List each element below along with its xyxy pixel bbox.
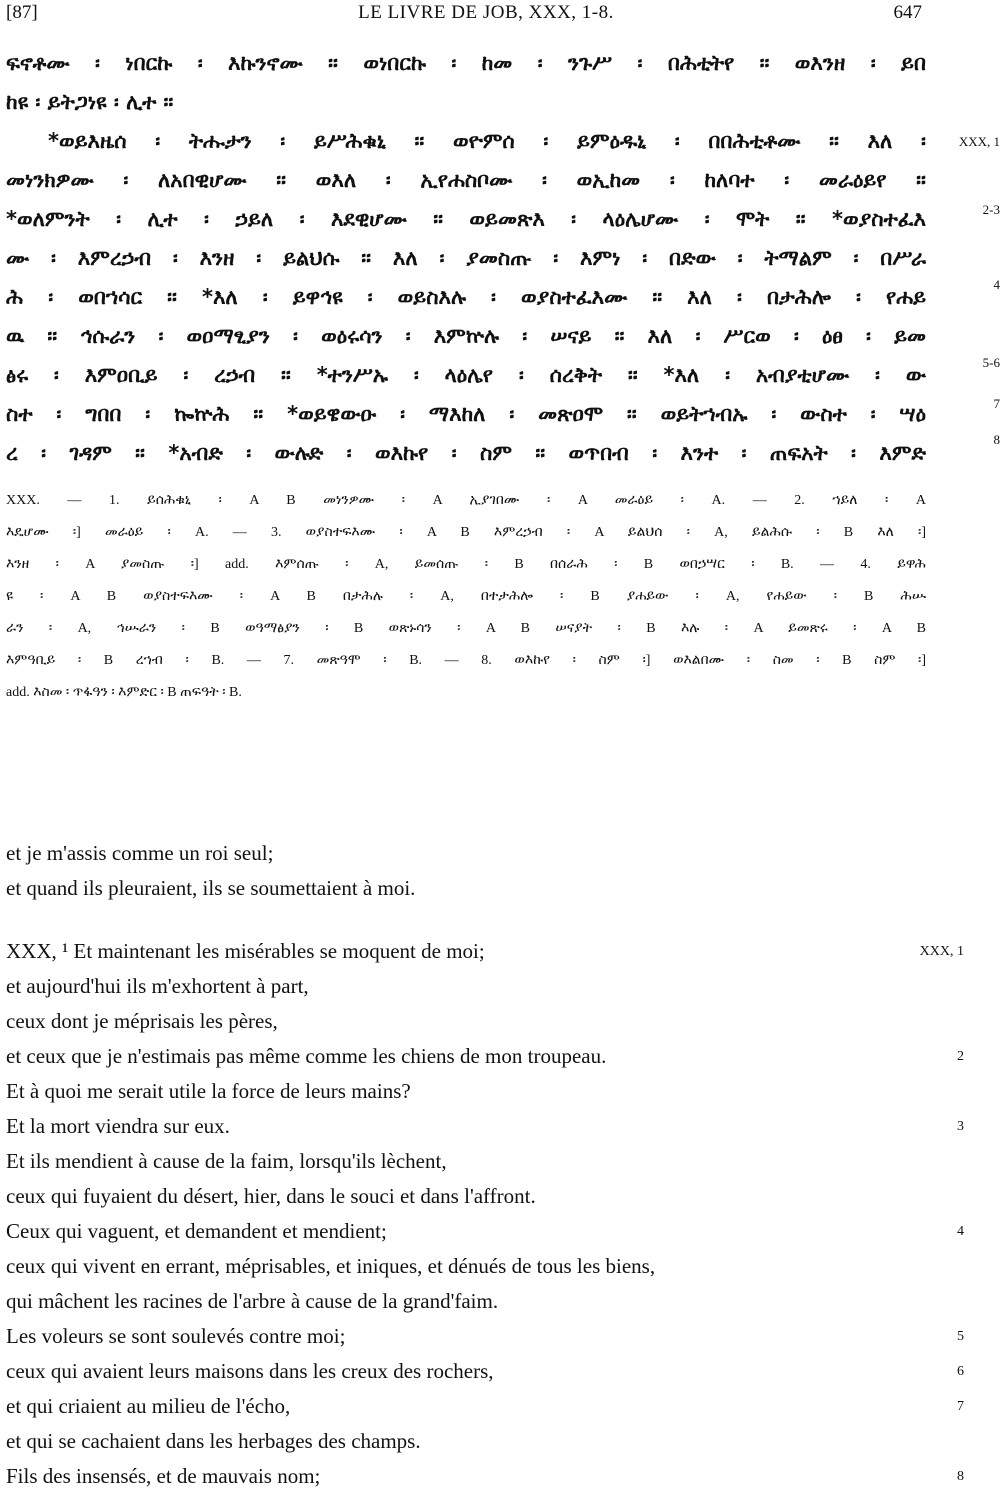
critical-apparatus — [6, 485, 926, 709]
translation-text: Et ils mendient à cause de la faim, lorsqu'ils lèchent, — [6, 1149, 447, 1173]
ethiopic-line: ስተ ፡ ግበበ ፡ ኰኵሕ ። *ወይዌውዑ ፡ ማእከለ ፡ መጽዐሞ ። ወይትኀብኡ ፡ ውስተ ፡ ሣዕ — [6, 402, 926, 426]
ethiopic-text-block — [6, 44, 926, 473]
translation-line — [6, 1144, 996, 1179]
translation-line — [6, 969, 996, 1004]
ethiopic-line: ከዩ ፡ ይትጋነዩ ፡ ሊተ ። — [6, 90, 174, 114]
apparatus-line: ዩ ፡ A B ወያስተፍእሙ ፡ A B በታሕሉ ፡ A, በተታሕሎ ፡ B ያሐይው ፡ A, የሐይው ፡ B ሕሡ — [6, 589, 926, 604]
verse-number: 8 — [993, 432, 1000, 447]
verse-number: 4 — [993, 277, 1000, 292]
page-bracket-number: [87] — [6, 2, 38, 23]
translation-text: ceux dont je méprisais les pères, — [6, 1009, 278, 1033]
translation-line — [6, 1214, 996, 1249]
ethiopic-line: መነንክዎሙ ፡ ለአበዊሆሙ ። ወእለ ፡ ኢየሐስቦሙ ፡ ወኢከመ ፡ ከለባተ ፡ መራዕይየ ። — [6, 168, 926, 192]
verse-number: 5-6 — [982, 355, 1000, 370]
page-title: LE LIVRE DE JOB, XXX, 1-8. — [358, 2, 614, 23]
translation-line — [6, 1249, 996, 1284]
translation-text: et qui se cachaient dans les herbages des champs. — [6, 1429, 421, 1453]
translation-line — [6, 1424, 996, 1459]
translation-line — [6, 1389, 996, 1424]
ethiopic-line: ፍኖቶሙ ፡ ነበርኩ ፡ እኩንኖሙ ። ወነበርኩ ፡ ከመ ፡ ንጉሥ ፡ በሕቲትየ ። ወእንዘ ፡ ይበ — [6, 51, 926, 75]
running-head — [6, 0, 966, 26]
french-translation — [6, 836, 996, 1494]
translation-text: ceux qui vivent en errant, méprisables, et iniques, et dénués de tous les biens, — [6, 1254, 656, 1278]
apparatus-line: add. እስመ ፡ ጥፋዓን ፡ እምድር ፡ B ጠፍዓት ፡ B. — [6, 685, 242, 700]
verse-number: 3 — [957, 1119, 964, 1134]
apparatus-line: እዴሆሙ ፡] መራዕይ ፡ A. — 3. ወያስተፍእሙ ፡ A B እምረኃብ ፡ A ይልህሰ ፡ A, ይልሕሱ ፡ B እለ ፡] — [6, 525, 926, 540]
translation-text: ceux qui fuyaient du désert, hier, dans le souci et dans l'affront. — [6, 1184, 536, 1208]
translation-line — [6, 1284, 996, 1319]
verse-number: 7 — [957, 1399, 964, 1414]
translation-line — [6, 1004, 996, 1039]
translation-line — [6, 934, 996, 969]
ethiopic-line: ሙ ፡ እምረኃብ ፡ እንዘ ፡ ይልህሱ ። እለ ፡ ያመስጡ ፡ እምነ ፡ በድው ፡ ትማልም ፡ በሥራ — [6, 246, 926, 270]
translation-line — [6, 1354, 996, 1389]
apparatus-line: ራን ፡ A, ኅሡራን ፡ B ወዓማፅያን ፡ B ወጽኑሳን ፡ A B ሠናያት ፡ B እሉ ፡ A ይመጽሩ ፡ A B — [6, 621, 926, 636]
verse-number: 8 — [957, 1469, 964, 1484]
verse-number: XXX, 1 — [919, 944, 964, 959]
stanza-gap — [6, 906, 996, 934]
ethiopic-line: ሕ ፡ ወበኀሳር ። *እለ ፡ ይዋኅዩ ፡ ወይስእሉ ፡ ወያስተፈእሙ ። እለ ፡ በታሕሎ ፡ የሐይ — [6, 285, 926, 309]
translation-text: Fils des insensés, et de mauvais nom; — [6, 1464, 321, 1488]
translation-text: Ceux qui vaguent, et demandent et mendient; — [6, 1219, 387, 1243]
translation-line — [6, 871, 996, 906]
page-number: 647 — [893, 2, 922, 23]
translation-line — [6, 1459, 996, 1494]
translation-text: Les voleurs se sont soulevés contre moi; — [6, 1324, 346, 1348]
verse-number: XXX, 1 — [958, 134, 1000, 149]
translation-text: qui mâchent les racines de l'arbre à cause de la grand'faim. — [6, 1289, 499, 1313]
translation-text: et aujourd'hui ils m'exhortent à part, — [6, 974, 309, 998]
ethiopic-line: *ወይእዜሰ ፡ ትሑታን ፡ ይሥሕቁኒ ። ወዮምሰ ፡ ይምዕዱኒ ፡ በበሕቲቶሙ ። እለ ፡ — [48, 129, 926, 153]
verse-number: 4 — [957, 1224, 964, 1239]
translation-line — [6, 1074, 996, 1109]
translation-text: et qui criaient au milieu de l'écho, — [6, 1394, 291, 1418]
verse-number: 2 — [957, 1049, 964, 1064]
translation-text: et quand ils pleuraient, ils se soumettaient à moi. — [6, 876, 416, 900]
translation-line — [6, 836, 996, 871]
translation-text: et ceux que je n'estimais pas même comme les chiens de mon troupeau. — [6, 1044, 607, 1068]
translation-line — [6, 1179, 996, 1214]
ethiopic-line: ዉ ። ኅሱራን ፡ ወዐማፂያን ፡ ወዕሩሳን ፡ እምኵሉ ፡ ሠናይ ። እለ ፡ ሥርወ ፡ ዕፀ ፡ ይመ — [6, 324, 926, 348]
translation-text: Et la mort viendra sur eux. — [6, 1114, 230, 1138]
ethiopic-line: ረ ፡ ገዳም ። *አብድ ፡ ውሉድ ፡ ወእኩየ ፡ ስም ። ወጥበብ ፡ እንተ ፡ ጠፍአት ፡ እምድ — [6, 441, 926, 465]
verse-number: 5 — [957, 1329, 964, 1344]
translation-line — [6, 1039, 996, 1074]
ethiopic-line: ፅሩ ፡ እምዐቢይ ፡ ረኃብ ። *ተንሥኡ ፡ ላዕሌየ ፡ ሰረቅት ። *እለ ፡ አብያቲሆሙ ፡ ው — [6, 363, 926, 387]
translation-text: Et à quoi me serait utile la force de leurs mains? — [6, 1079, 411, 1103]
apparatus-line: XXX. — 1. ይሰሕቁኒ ፡ A B መነንዎሙ ፡ A ኢያገበሙ ፡ A መራዕይ ፡ A. — 2. ኀይለ ፡ A — [6, 493, 926, 508]
translation-text: XXX, ¹ Et maintenant les misérables se moquent de moi; — [6, 939, 485, 963]
apparatus-line: እምዓቢይ ፡ B ረኀብ ፡ B. — 7. መጽዓሞ ፡ B. — 8. ወእኩየ ፡ ስም ፡] ወእልበሙ ፡ ስመ ፡ B ስም ፡] — [6, 653, 926, 668]
translation-text: ceux qui avaient leurs maisons dans les creux des rochers, — [6, 1359, 494, 1383]
ethiopic-line: *ወለምንት ፡ ሊተ ፡ ኃይለ ፡ እደዊሆሙ ። ወይመጽእ ፡ ላዕሌሆሙ ፡ ሞት ። *ወያስተፈእ — [6, 207, 926, 231]
verse-number: 6 — [957, 1364, 964, 1379]
verse-number: 2-3 — [982, 202, 1000, 217]
verse-number: 7 — [993, 396, 1000, 411]
translation-line — [6, 1109, 996, 1144]
translation-line — [6, 1319, 996, 1354]
apparatus-line: እንዘ ፡ A ያመስጡ ፡] add. እምሰጡ ፡ A, ይመሰጡ ፡ B በሰራሕ ፡ B ወበኃሣር ፡ B. — 4. ይዋሕ — [6, 557, 926, 572]
translation-text: et je m'assis comme un roi seul; — [6, 841, 274, 865]
